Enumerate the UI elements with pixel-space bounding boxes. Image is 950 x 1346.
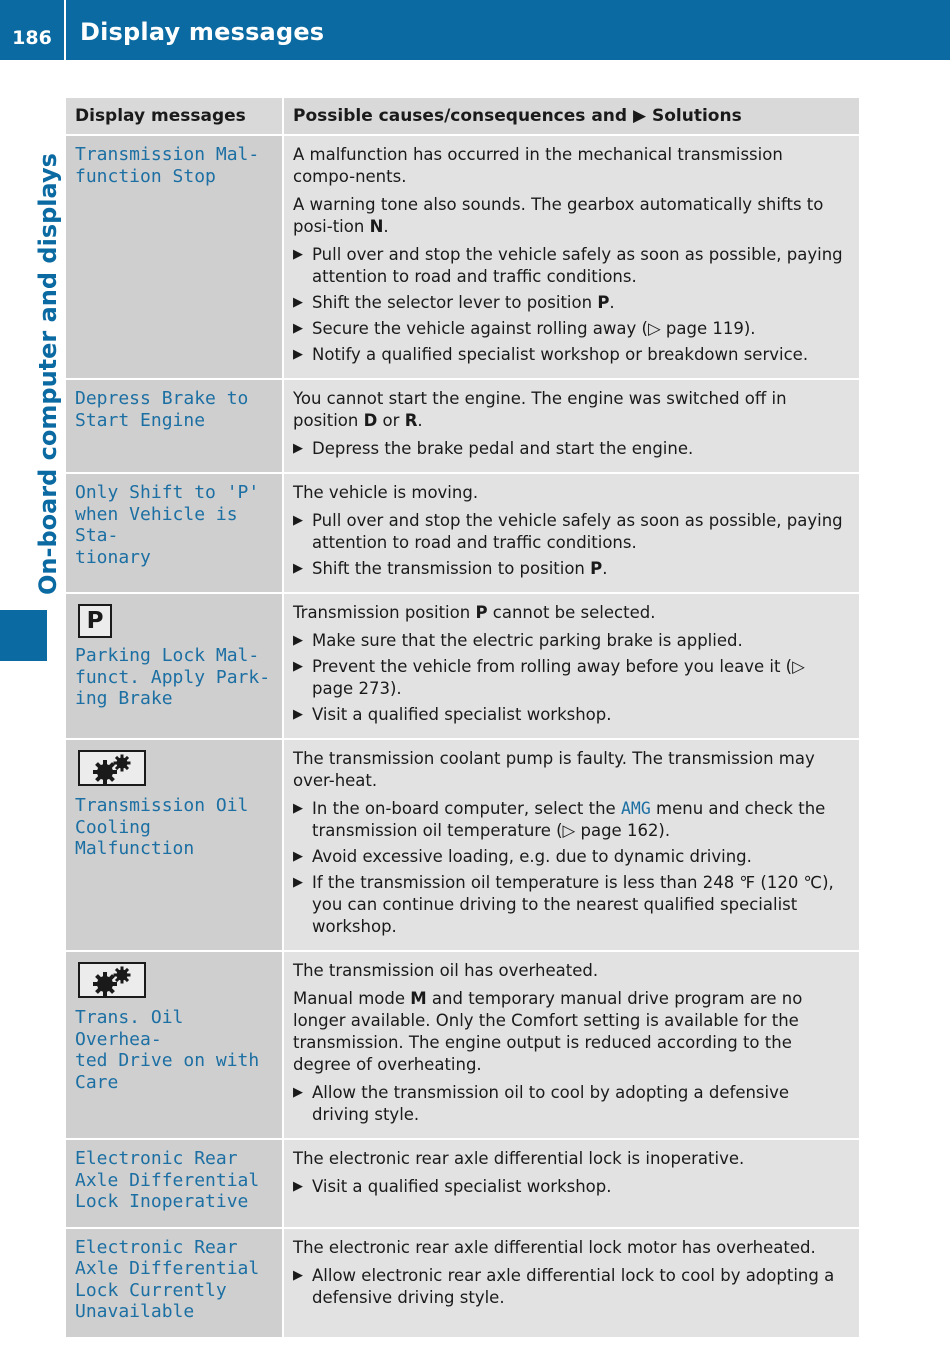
section-side-label: On-board computer and displays bbox=[34, 153, 62, 595]
table-row bbox=[66, 473, 859, 593]
table-row bbox=[66, 1139, 859, 1228]
column-header-messages: Display messages bbox=[66, 98, 283, 135]
transmission-gears-icon bbox=[78, 962, 146, 998]
solution-arrow-icon: ▶ bbox=[633, 106, 647, 126]
list-item: ▶ Shift the transmission to position P. bbox=[293, 559, 608, 578]
parking-p-icon: P bbox=[78, 604, 112, 638]
display-message-text: Transmission Mal- function Stop bbox=[75, 144, 260, 187]
amg-menu-label: AMG bbox=[620, 799, 651, 818]
message-cell bbox=[66, 473, 283, 593]
solution-cell: Transmission position P cannot be selected. ▶ Make sure that the electric parking brake is applied. ▶ Prevent the vehicle from rolling away before you leave it (▷ page 273). ▶ Visit a qualified specialist workshop. bbox=[283, 593, 859, 739]
solution-cell: The vehicle is moving. ▶ Pull over and stop the vehicle safely as soon as possible, paying attention to road and traffic conditions. ▶ Shift the transmission to position P. bbox=[283, 473, 859, 593]
list-item: ▶ Pull over and stop the vehicle safely as soon as possible, paying attention to road and traffic conditions. bbox=[293, 245, 843, 286]
display-message-text: Electronic Rear Axle Differential Lock Inoperative bbox=[75, 1148, 260, 1212]
message-cell bbox=[66, 1139, 283, 1228]
display-message-text: Trans. Oil Overhea- ted Drive on with Care bbox=[75, 1007, 260, 1093]
message-cell bbox=[66, 739, 283, 951]
table-header-row bbox=[66, 98, 859, 135]
display-message-text: Depress Brake to Start Engine bbox=[75, 388, 249, 431]
display-message-text: Parking Lock Mal- funct. Apply Park- ing Brake bbox=[75, 645, 271, 709]
list-item: ▶ Avoid excessive loading, e.g. due to dynamic driving. bbox=[293, 847, 752, 866]
solution-cell: A malfunction has occurred in the mechanical transmission compo-nents. A warning tone also sounds. The gearbox automatically shifts to posi-tion N. ▶ Pull over and stop the vehicle safely as soon as possible, paying attention to road and traffic conditions. ▶ Shift the selector lever to position P. ▶ Secure the vehicle against rolling away (▷ page 119). ▶ Notify a qualified specialist workshop or breakdown service. bbox=[283, 135, 859, 379]
page-header bbox=[0, 0, 950, 60]
table-row bbox=[66, 739, 859, 951]
list-item: ▶ Visit a qualified specialist workshop. bbox=[293, 705, 612, 724]
table-row bbox=[66, 135, 859, 379]
transmission-gears-icon bbox=[78, 750, 146, 786]
solution-cell: The transmission oil has overheated. Manual mode M and temporary manual drive program are no longer available. Only the Comfort setting is available for the transmission. The engine output is reduced according to the degree of overheating. ▶ Allow the transmission oil to cool by adopting a defensive driving style. bbox=[283, 951, 859, 1139]
list-item: ▶ Depress the brake pedal and start the engine. bbox=[293, 439, 694, 458]
message-cell bbox=[66, 135, 283, 379]
column-header-solutions: Possible causes/consequences and ▶ Solutions bbox=[283, 98, 859, 135]
message-cell bbox=[66, 593, 283, 739]
list-item: ▶ If the transmission oil temperature is less than 248 ℉ (120 ℃), you can continue driving to the nearest qualified specialist workshop. bbox=[293, 873, 834, 936]
table-row bbox=[66, 1228, 859, 1338]
section-tab-marker bbox=[0, 610, 47, 661]
solution-cell: You cannot start the engine. The engine was switched off in position D or R. ▶ Depress the brake pedal and start the engine. bbox=[283, 379, 859, 473]
display-messages-table bbox=[66, 98, 859, 1339]
display-message-text: Only Shift to 'P' when Vehicle is Sta- tionary bbox=[75, 482, 260, 568]
list-item: ▶ In the on-board computer, select the AMG menu and check the transmission oil temperature (▷ page 162). bbox=[293, 799, 826, 840]
list-item: ▶ Visit a qualified specialist workshop. bbox=[293, 1177, 612, 1196]
list-item: ▶ Pull over and stop the vehicle safely as soon as possible, paying attention to road and traffic conditions. bbox=[293, 511, 843, 552]
list-item: ▶ Notify a qualified specialist workshop or breakdown service. bbox=[293, 345, 809, 364]
display-message-text: Electronic Rear Axle Differential Lock Currently Unavailable bbox=[75, 1236, 260, 1322]
message-cell bbox=[66, 1228, 283, 1338]
page-title: Display messages bbox=[80, 18, 325, 46]
display-message-text: Transmission Oil Cooling Malfunction bbox=[75, 795, 249, 859]
list-item: ▶ Allow electronic rear axle differential lock to cool by adopting a defensive driving style. bbox=[293, 1265, 835, 1307]
solution-cell: The electronic rear axle differential lock motor has overheated. ▶ Allow electronic rear axle differential lock to cool by adopting a defensive driving style. bbox=[283, 1228, 859, 1338]
list-item: ▶ Secure the vehicle against rolling away (▷ page 119). bbox=[293, 319, 756, 338]
list-item: ▶ Prevent the vehicle from rolling away before you leave it (▷ page 273). bbox=[293, 657, 805, 698]
message-cell bbox=[66, 951, 283, 1139]
page-number: 186 bbox=[0, 0, 66, 60]
table-row bbox=[66, 379, 859, 473]
list-item: ▶ Shift the selector lever to position P. bbox=[293, 293, 615, 312]
message-cell bbox=[66, 379, 283, 473]
table-row bbox=[66, 593, 859, 739]
solution-cell: The electronic rear axle differential lock is inoperative. ▶ Visit a qualified specialist workshop. bbox=[283, 1139, 859, 1228]
list-item: ▶ Make sure that the electric parking brake is applied. bbox=[293, 631, 743, 650]
solution-cell: The transmission coolant pump is faulty. The transmission may over-heat. ▶ In the on-board computer, select the AMG menu and check the transmission oil temperature (▷ page 162). ▶ Avoid excessive loading, e.g. due to dynamic driving. ▶ If the transmission oil temperature is less than 248 ℉ (120 ℃), you can continue driving to the nearest qualified specialist workshop. bbox=[283, 739, 859, 951]
table-row bbox=[66, 951, 859, 1139]
list-item: ▶ Allow the transmission oil to cool by adopting a defensive driving style. bbox=[293, 1083, 790, 1124]
